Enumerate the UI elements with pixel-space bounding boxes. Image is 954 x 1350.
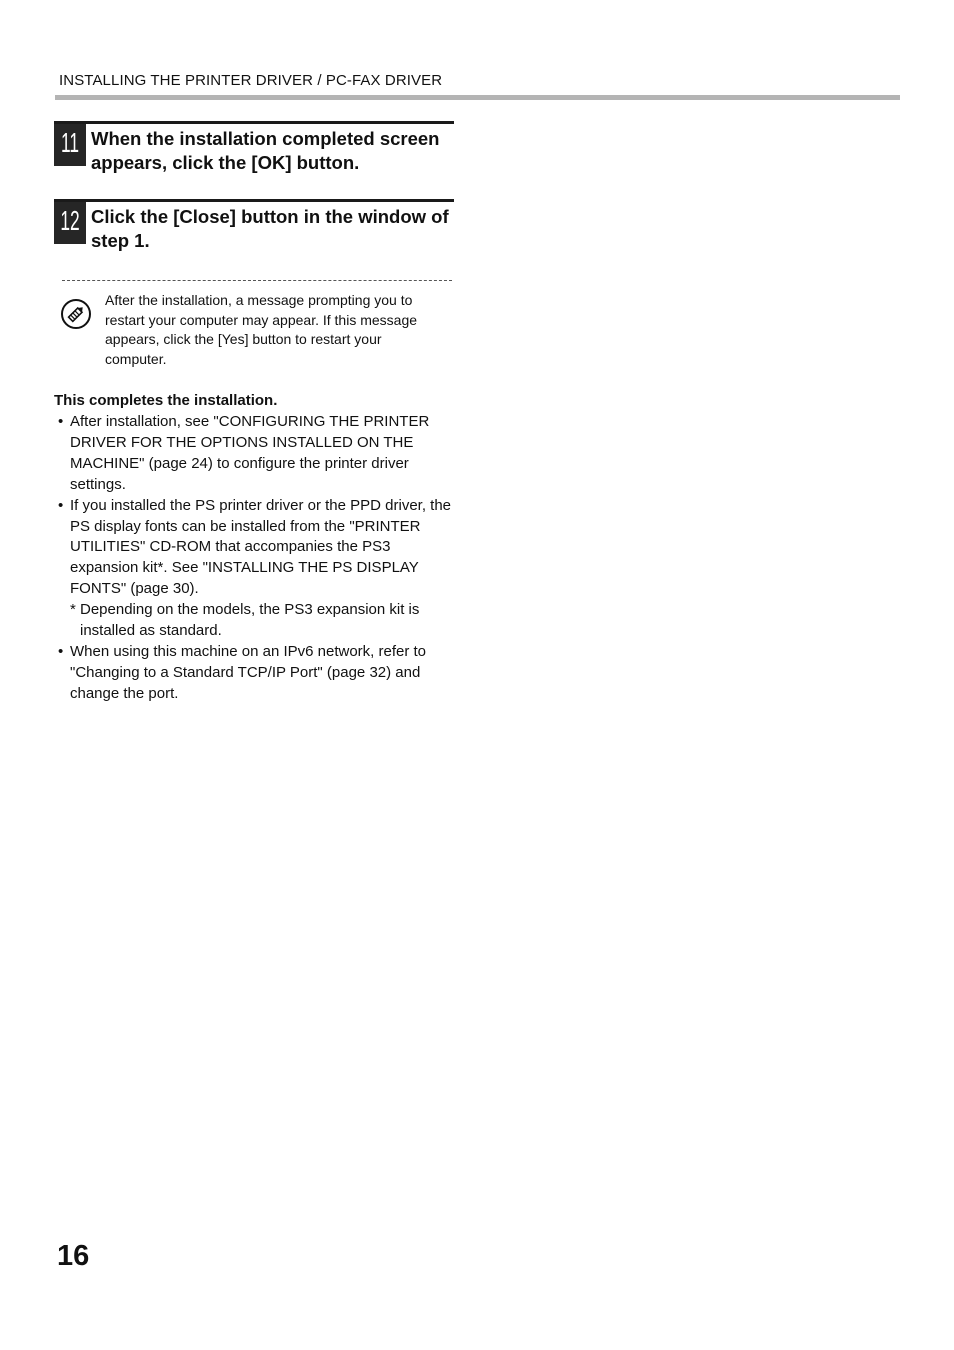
note-text: After the installation, a message prompting you to restart your computer may appear. If this message appears, click the [Yes] button to restart your computer. [105, 292, 418, 367]
footnote [54, 600, 454, 642]
step-divider [54, 121, 454, 124]
step-number-badge [54, 202, 86, 244]
footnote-mark: * [70, 601, 76, 619]
step-instruction: When the installation completed screen appears, click the [OK] button. [91, 128, 440, 173]
bullet-glyph: • [58, 496, 64, 514]
list-item [54, 496, 454, 601]
running-header: INSTALLING THE PRINTER DRIVER / PC-FAX DRIVER [59, 72, 443, 89]
completion-heading: This completes the installation. [54, 392, 278, 409]
step-number: 12 [60, 205, 80, 236]
bullet-glyph: • [58, 413, 64, 430]
page-number: 16 [57, 1240, 90, 1272]
list-item-text: After installation, see "CONFIGURING THE PRINTER DRIVER FOR THE OPTIONS INSTALLED ON THE MACHINE" (page 24) to configure the printer driver settings. [70, 413, 430, 493]
list-item-text: If you installed the PS printer driver or the PPD driver, the PS display fonts can be installed from the "PRINTER UTILITIES" CD-ROM that accompanies the PS3 expansion kit*. See "INSTALLING THE PS DISPLAY FONTS" (page 30). [70, 496, 452, 598]
footnote-text: Depending on the models, the PS3 expansion kit is installed as standard. [80, 601, 420, 640]
completion-list [54, 412, 454, 705]
step-number-badge [54, 124, 86, 166]
step-number: 11 [60, 127, 80, 158]
bullet-glyph: • [58, 642, 64, 660]
pencil-note-icon [60, 298, 92, 330]
list-item [54, 412, 454, 496]
header-rule [55, 95, 900, 100]
list-item-text: When using this machine on an IPv6 network, refer to "Changing to a Standard TCP/IP Port" (page 32) and change the port. [70, 642, 427, 702]
note-separator [62, 280, 452, 281]
list-item [54, 642, 454, 705]
step-divider [54, 199, 454, 202]
step-instruction: Click the [Close] button in the window of step 1. [91, 206, 449, 251]
